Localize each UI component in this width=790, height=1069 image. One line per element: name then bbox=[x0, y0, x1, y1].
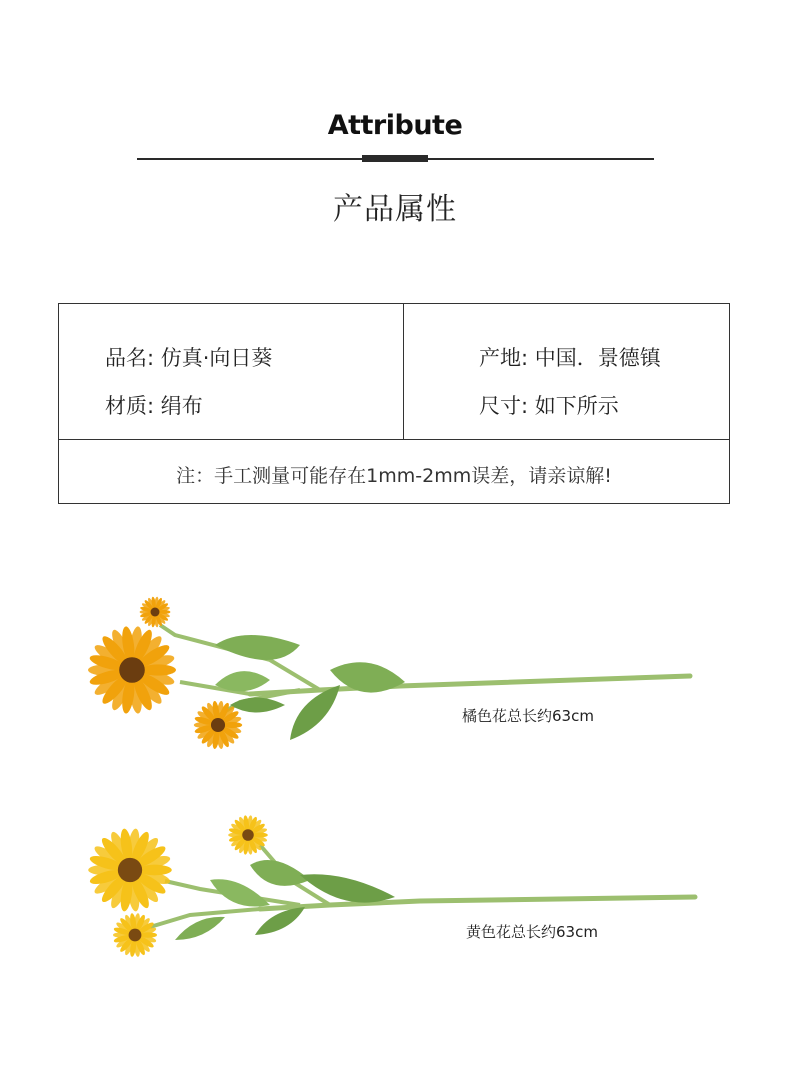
section-subtitle: 产品属性 bbox=[333, 192, 457, 227]
title-divider-accent bbox=[362, 155, 428, 162]
main-flower-head bbox=[88, 626, 176, 715]
section-title: Attribute bbox=[327, 110, 463, 141]
table-column-divider bbox=[403, 304, 404, 439]
attr-size: 尺寸: 如下所示 bbox=[479, 394, 619, 418]
product-caption-orange: 橘色花总长约63cm bbox=[462, 707, 594, 725]
orange-sunflower-image bbox=[0, 590, 790, 790]
measurement-note: 注：手工测量可能存在1mm-2mm误差，请亲谅解! bbox=[176, 465, 612, 487]
leaves bbox=[215, 635, 405, 740]
yellow-sunflower-image bbox=[0, 805, 790, 985]
attribute-table bbox=[58, 303, 730, 504]
table-row-divider bbox=[59, 439, 729, 440]
bud-flower-head bbox=[140, 596, 171, 627]
attr-product-name: 品名: 仿真·向日葵 bbox=[105, 346, 273, 370]
small-flower-head bbox=[194, 701, 242, 750]
flower-heads bbox=[88, 596, 242, 749]
attr-material: 材质: 绢布 bbox=[105, 394, 203, 418]
product-caption-yellow: 黄色花总长约63cm bbox=[466, 923, 598, 941]
small-flower-head bbox=[113, 913, 157, 957]
leaves bbox=[175, 860, 395, 940]
main-flower-head bbox=[88, 828, 172, 912]
attr-origin: 产地: 中国．景德镇 bbox=[479, 346, 661, 370]
